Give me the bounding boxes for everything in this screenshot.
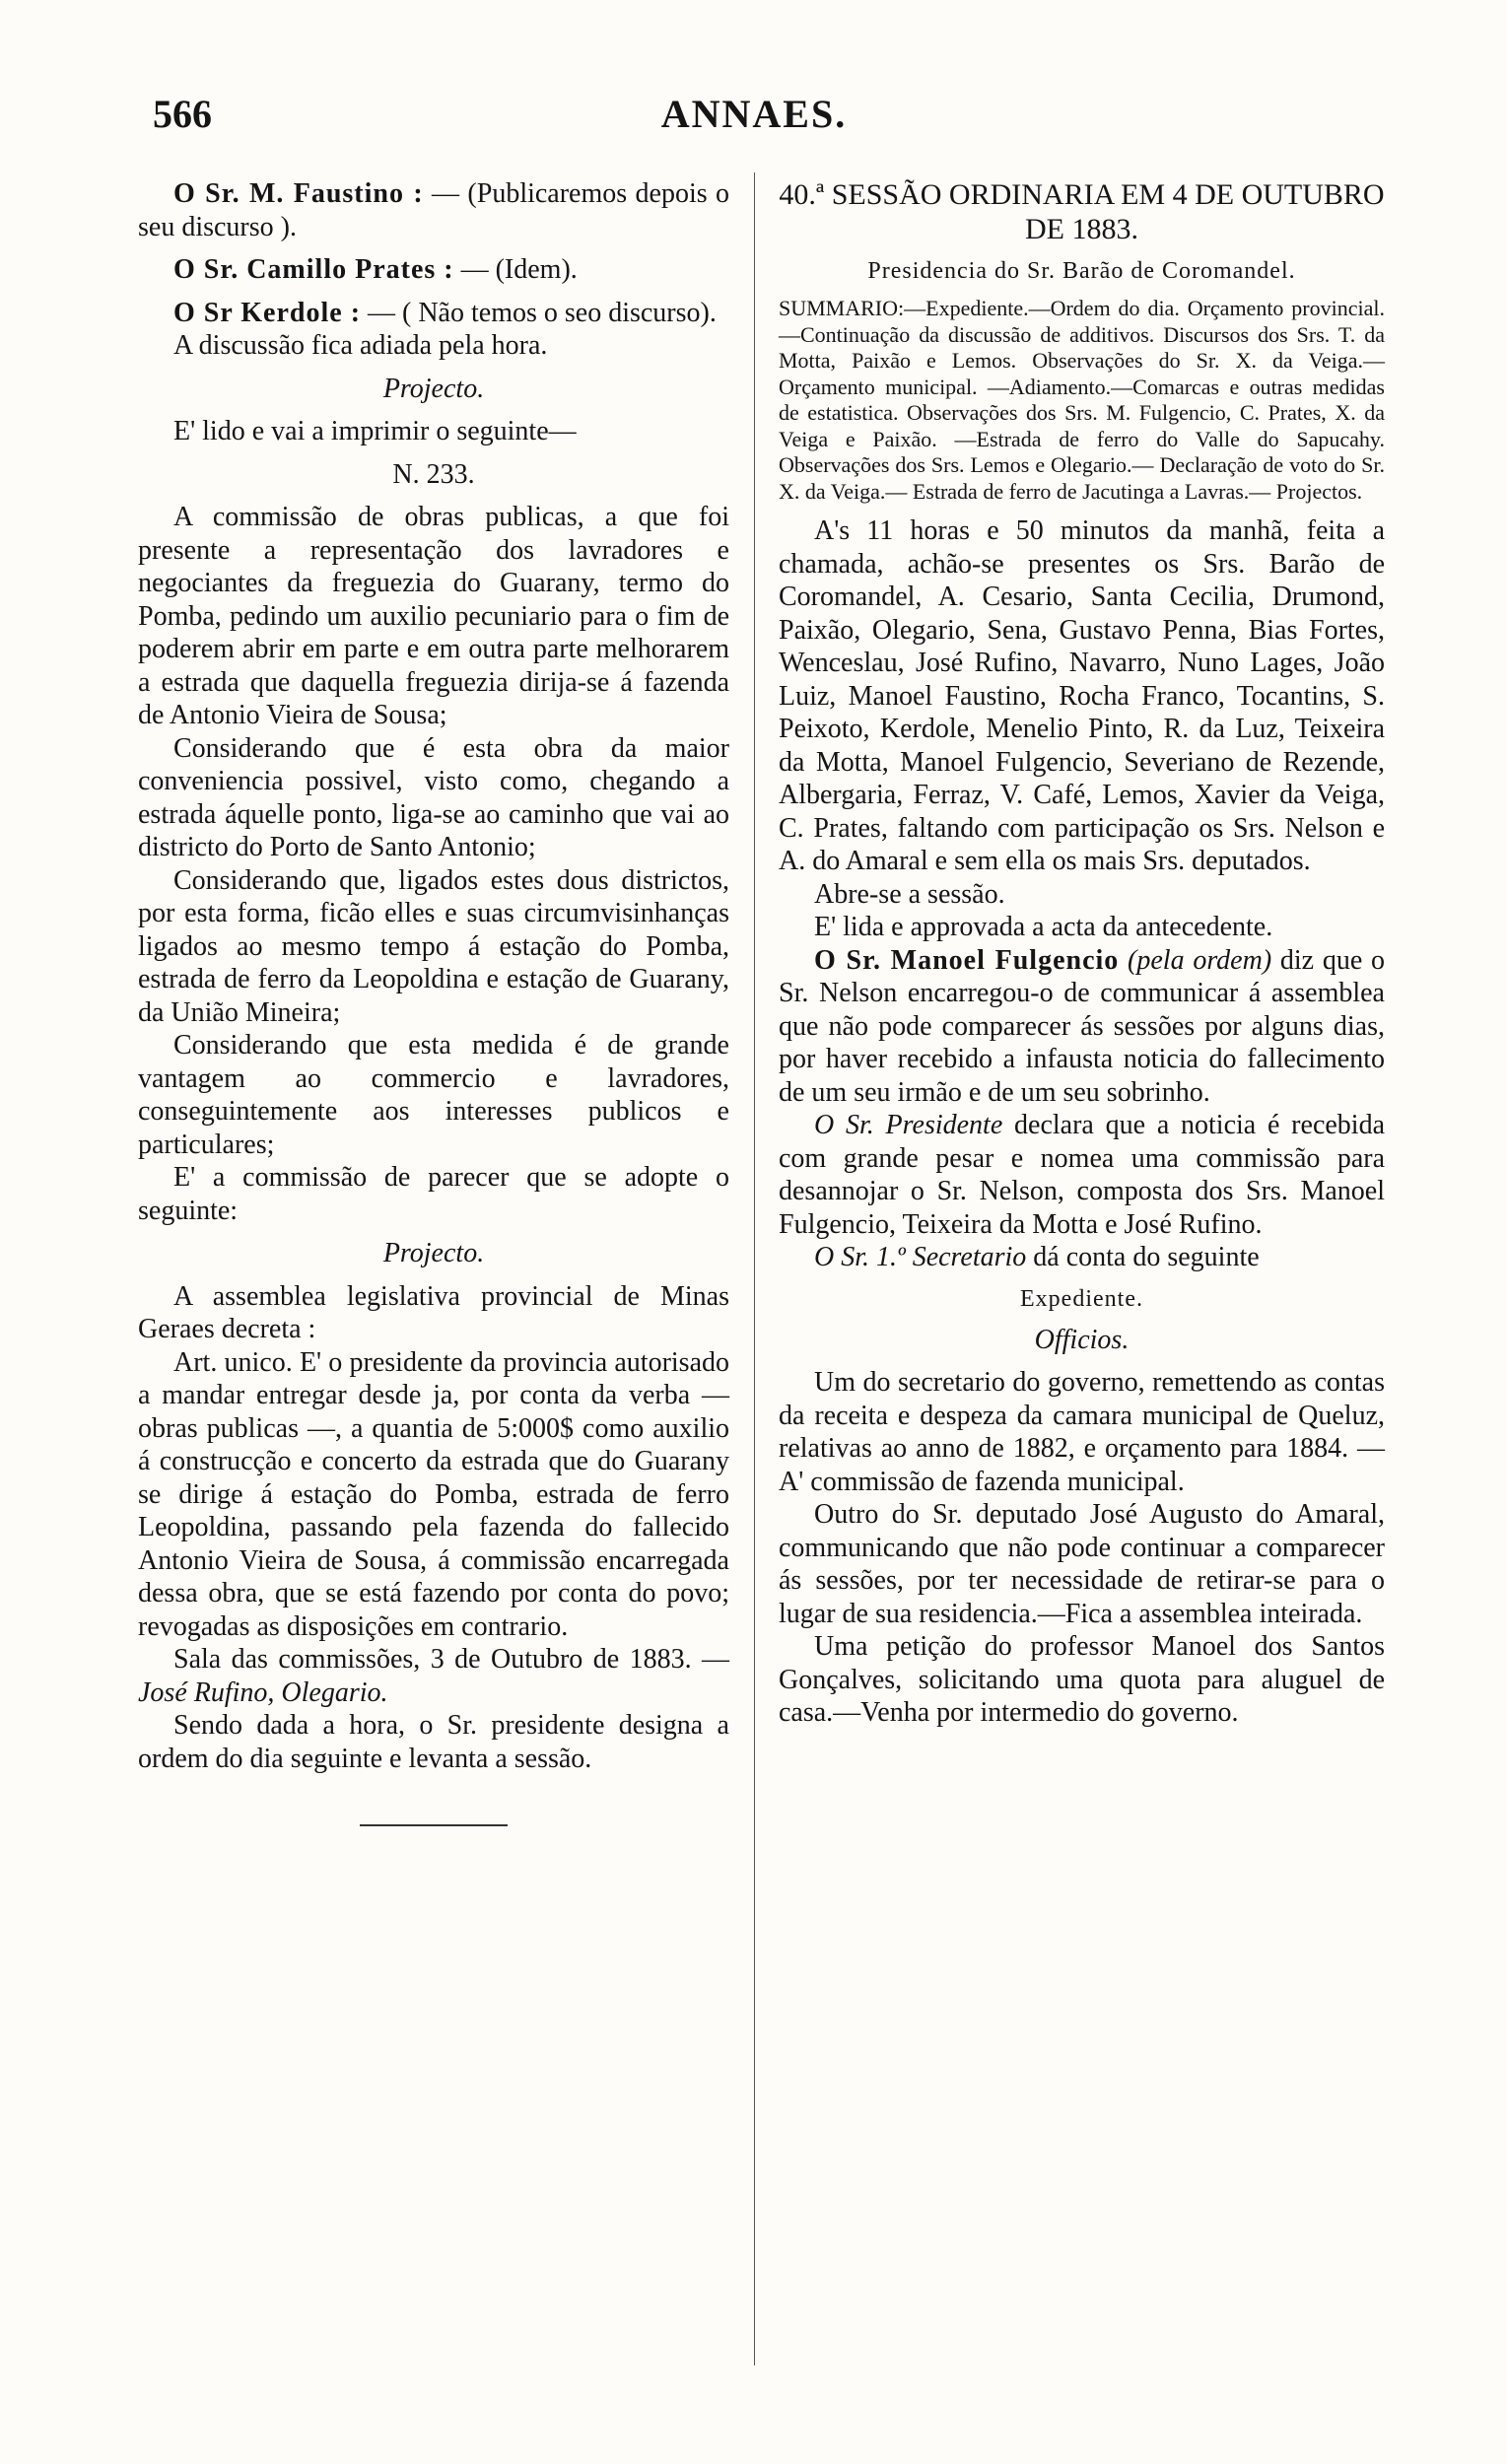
paragraph — [779, 1241, 1385, 1274]
paragraph — [138, 297, 729, 330]
paragraph — [138, 1643, 729, 1709]
left-column — [138, 177, 729, 1826]
paragraph: A discussão fica adiada pela hora. — [173, 330, 548, 361]
paragraph: A assemblea legislativa provincial de Minas Geraes decreta : — [138, 1280, 729, 1344]
paragraph: Abre-se a sessão. — [814, 878, 1005, 910]
session-summary: SUMMARIO:—Expediente.—Ordem do dia. Orçamento provincial.—Continuação da discussão de additivos. Discursos dos Srs. T. da Motta, Paixão e Lemos. Observações do Sr. X. da Veiga.—Orçamento municipal. —Adiamento.—Comarcas e outras medidas de estatistica. Observações dos Srs. M. Fulgencio, C. Prates, X. da Veiga e Paixão. —Estrada de ferro do Valle do Sapucahy. Observações dos Srs. Lemos e Olegario.— Declaração de voto do Sr. X. da Veiga.— Estrada de ferro de Jacutinga a Lavras.— Projectos. — [779, 296, 1385, 504]
expediente-heading: Expediente. — [1020, 1285, 1143, 1312]
paragraph: Outro do Sr. deputado José Augusto do Amaral, communicando que não pode continuar a comparecer ás sessões, por ter necessidade de retirar-se para o lugar de sua residencia.—Fica a assemblea inteirada. — [779, 1499, 1385, 1629]
paragraph: E' lida e approvada a acta da antecedente. — [814, 912, 1273, 942]
project-number: N. 233. — [392, 458, 475, 490]
speech-text: — (Publicaremos depois o seu discurso ). — [138, 178, 729, 242]
signatures: José Rufino, Olegario. — [138, 1677, 388, 1708]
paragraph: A's 11 horas e 50 minutos da manhã, feita a chamada, achão-se presentes os Srs. Barão de Coromandel, A. Cesario, Santa Cecilia, Drumond, Paixão, Olegario, Sena, Gustavo Penna, Bias Fortes, Wenceslau, José Rufino, Navarro, Nuno Lages, João Luiz, Manoel Faustino, Rocha Franco, Tocantins, S. Peixoto, Kerdole, Menelio Pinto, R. da Luz, Teixeira da Motta, Manoel Fulgencio, Severiano de Rezende, Albergaria, Ferraz, V. Café, Lemos, Xavier da Veiga, C. Prates, faltando com participação os Srs. Nelson e A. do Amaral e sem ella os mais Srs. deputados. — [779, 515, 1385, 876]
speaker-name: O Sr. Camillo Prates : — [173, 254, 454, 285]
speaker-name: O Sr. 1.º Secretario — [814, 1242, 1027, 1272]
column-divider — [754, 172, 755, 2365]
speech-text: diz que o Sr. Nelson encarregou-o de communicar á assemblea que não pode comparecer ás sessões por alguns dias, por haver recebido a infausta noticia do fallecimento de um seu irmão e de um seu sobrinho. — [779, 944, 1386, 1108]
paragraph: Um do secretario do governo, remettendo as contas da receita e despeza da camara municipal de Queluz, relativas ao anno de 1882, e orçamento para 1884. —A' commissão de fazenda municipal. — [779, 1367, 1385, 1497]
speaker-name: O Sr Kerdole : — [173, 297, 362, 328]
speech-text: dá conta do seguinte — [1026, 1242, 1260, 1272]
paragraph — [138, 177, 729, 243]
speech-aside: (pela ordem) — [1128, 944, 1272, 976]
page-header — [153, 91, 1355, 150]
paragraph — [779, 944, 1385, 1110]
speaker-name: O Sr. Presidente — [814, 1110, 1003, 1140]
end-rule — [360, 1824, 508, 1826]
paragraph: E' lido e vai a imprimir o seguinte— — [173, 416, 577, 446]
paragraph — [138, 253, 729, 287]
projecto-heading: Projecto. — [382, 373, 485, 404]
paragraph: E' a commissão de parecer que se adopte o seguinte: — [138, 1162, 729, 1226]
page-number: 566 — [153, 92, 212, 136]
right-column — [779, 177, 1385, 1730]
paragraph — [779, 1109, 1385, 1241]
signature-line: Sala das commissões, 3 de Outubro de 1883. — — [173, 1644, 729, 1675]
officios-heading: Officios. — [1034, 1324, 1130, 1355]
paragraph: A commissão de obras publicas, a que foi presente a representação dos lavradores e negociantes da freguezia do Guarany, termo do Pomba, pedindo um auxilio pecuniario para o fim de poderem abrir em parte e em outra parte melhorarem a estrada que daquella freguezia dirija-se á fazenda de Antonio Vieira de Sousa; — [138, 502, 729, 730]
speaker-name: O Sr. Manoel Fulgencio — [814, 944, 1120, 976]
presidency-line: Presidencia do Sr. Barão de Coromandel. — [867, 258, 1296, 284]
paragraph: Sendo dada a hora, o Sr. presidente designa a ordem do dia seguinte e levanta a sessão. — [138, 1710, 729, 1774]
paragraph: Considerando que é esta obra da maior conveniencia possivel, visto como, chegando a estrada áquelle ponto, liga-se ao caminho que vai ao districto do Porto de Santo Antonio; — [138, 732, 729, 862]
speaker-name: O Sr. M. Faustino : — [173, 178, 424, 209]
speech-text: — ( Não temos o seo discurso). — [361, 297, 717, 328]
paragraph: Art. unico. E' o presidente da provincia autorisado a mandar entregar desde ja, por conta da verba — obras publicas —, a quantia de 5:000$ como auxilio á construcção e concerto da estrada que do Guarany se dirige á estação do Pomba, estrada de ferro Leopoldina, passando pela fazenda do fallecido Antonio Vieira de Sousa, á commissão encarregada dessa obra, que se está fazendo por conta do povo; revogadas as disposições em contrario. — [138, 1346, 729, 1642]
session-title: 40.ª SESSÃO ORDINARIA EM 4 DE OUTUBRO DE 1883. — [779, 178, 1385, 245]
paragraph: Considerando que, ligados estes dous districtos, por esta forma, ficão elles e suas circumvisinhanças ligados ao mesmo tempo á estação do Pomba, estrada de ferro da Leopoldina e estação de Guarany, da União Mineira; — [138, 864, 729, 1028]
speech-text: — (Idem). — [453, 254, 578, 285]
speech-text: declara que a noticia é recebida com grande pesar e nomea uma commissão para desannojar o Sr. Nelson, composta dos Srs. Manoel Fulgencio, Teixeira da Motta e José Rufino. — [779, 1110, 1385, 1240]
paragraph: Considerando que esta medida é de grande vantagem ao commercio e lavradores, conseguintemente aos interesses publicos e particulares; — [138, 1030, 729, 1160]
running-title: ANNAES. — [660, 92, 848, 136]
paragraph: Uma petição do professor Manoel dos Santos Gonçalves, solicitando uma quota para aluguel de casa.—Venha por intermedio do governo. — [779, 1631, 1385, 1728]
projecto-heading: Projecto. — [382, 1238, 485, 1268]
